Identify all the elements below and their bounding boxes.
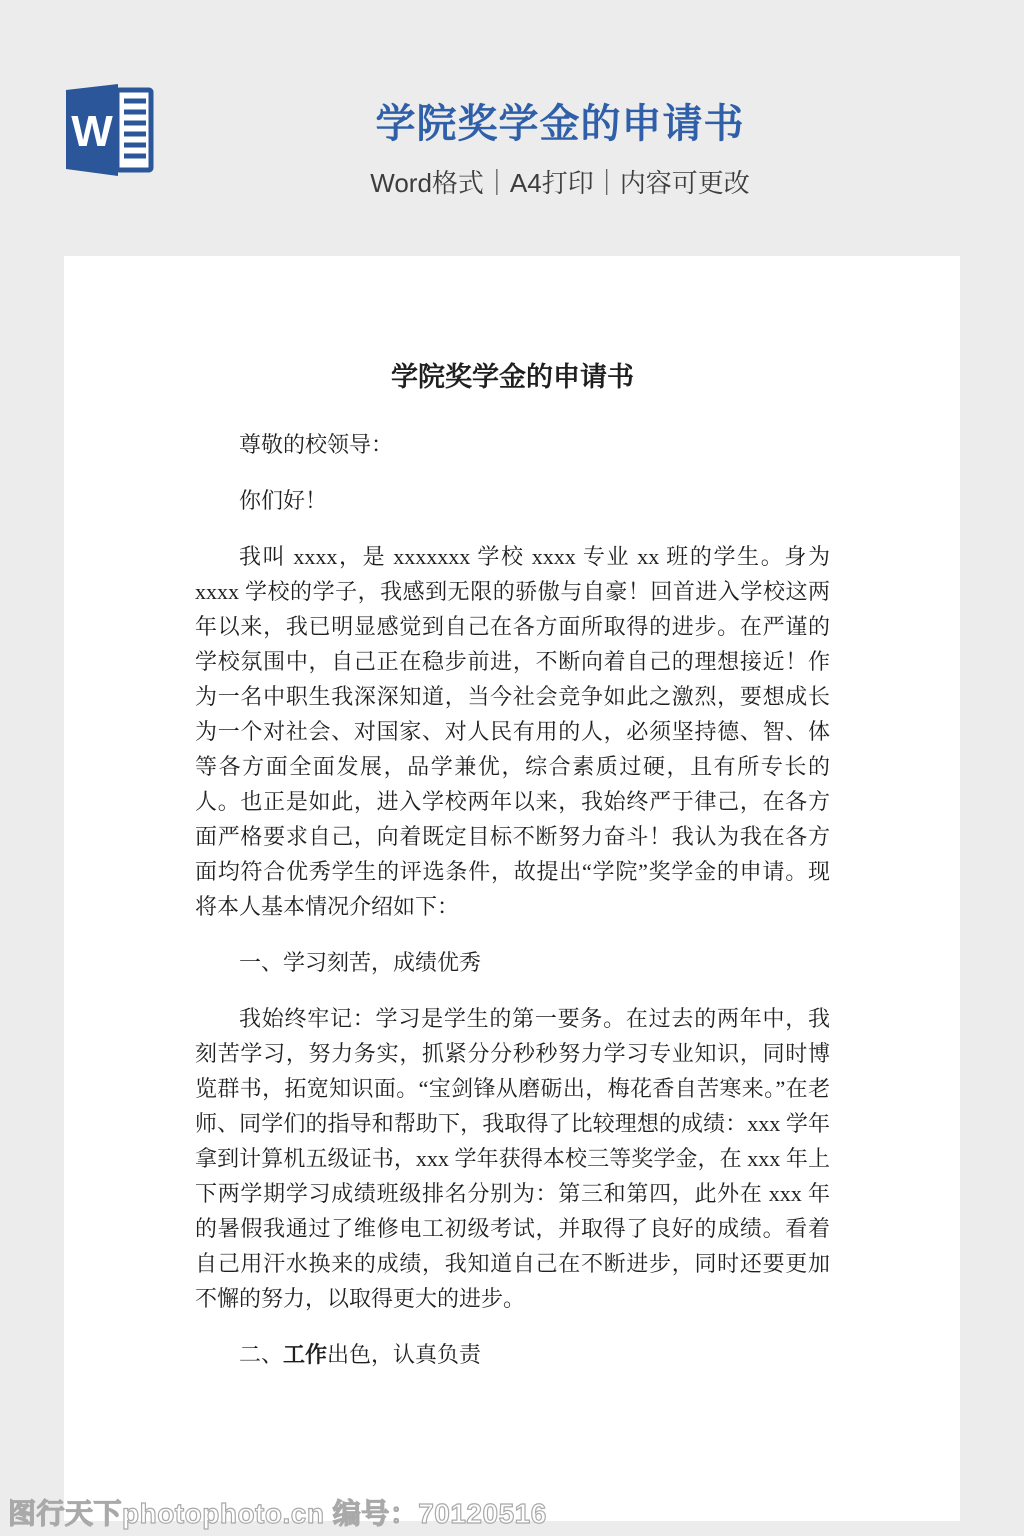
watermark-text: 图行天下photophoto.cn 编号：70120516: [8, 1498, 547, 1529]
word-icon: [64, 84, 156, 176]
greeting: 你们好！: [239, 488, 328, 513]
section-2-bold-part: 工作: [283, 1342, 328, 1367]
document-sheet: [64, 256, 960, 1521]
word-icon-graphic: [64, 84, 156, 176]
header-text-block: [370, 92, 749, 200]
template-subtitle: Word格式｜A4打印｜内容可更改: [370, 168, 750, 198]
header: [0, 0, 1024, 256]
document-title: 学院奖学金的申请书: [391, 362, 634, 392]
paragraph-study: 我始终牢记：学习是学生的第一要务。在过去的两年中，我刻苦学习，努力务实，抓紧分分秒秒努力学习专业知识，同时博览群书，拓宽知识面。“宝剑锋从磨砺出，梅花香自苦寒来。”在老师、同学们的指导和帮助下，我取得了比较理想的成绩：xxx 学年拿到计算机五级证书，xxx 学年获得本校三等奖学金，在 xxx 年上下两学期学习成绩班级排名分别为：第三和第四，此外在 xxx 年的暑假我通过了维修电工初级考试，并取得了良好的成绩。看着自己用汗水换来的成绩，我知道自己在不断进步，同时还要更加不懈的努力，以取得更大的进步。: [195, 1006, 830, 1311]
section-2-prefix: 二、: [239, 1342, 284, 1367]
paragraph-introduction: 我叫 xxxx，是 xxxxxxx 学校 xxxx 专业 xx 班的学生。身为 xxxx 学校的学子，我感到无限的骄傲与自豪！回首进入学校这两年以来，我已明显感觉到自己在各方面所取得的进步。在严谨的学校氛围中，自己正在稳步前进，不断向着自己的理想接近！作为一名中职生我深深知道，当今社会竞争如此之激烈，要想成长为一个对社会、对国家、对人民有用的人，必须坚持德、智、体等各方面全面发展，品学兼优，综合素质过硬，且有所专长的人。也正是如此，进入学校两年以来，我始终严于律己，在各方面严格要求自己，向着既定目标不断努力奋斗！我认为我在各方面均符合优秀学生的评选条件，故提出“学院”奖学金的申请。现将本人基本情况介绍如下：: [195, 544, 830, 919]
template-title: 学院奖学金的申请书: [375, 102, 745, 146]
section-2-heading: [195, 1337, 830, 1372]
section-2-suffix: 出色，认真负责: [327, 1342, 482, 1367]
salutation: 尊敬的校领导：: [239, 432, 394, 457]
svg-text:W: W: [71, 107, 113, 156]
section-1-heading: 一、学习刻苦，成绩优秀: [239, 950, 482, 975]
